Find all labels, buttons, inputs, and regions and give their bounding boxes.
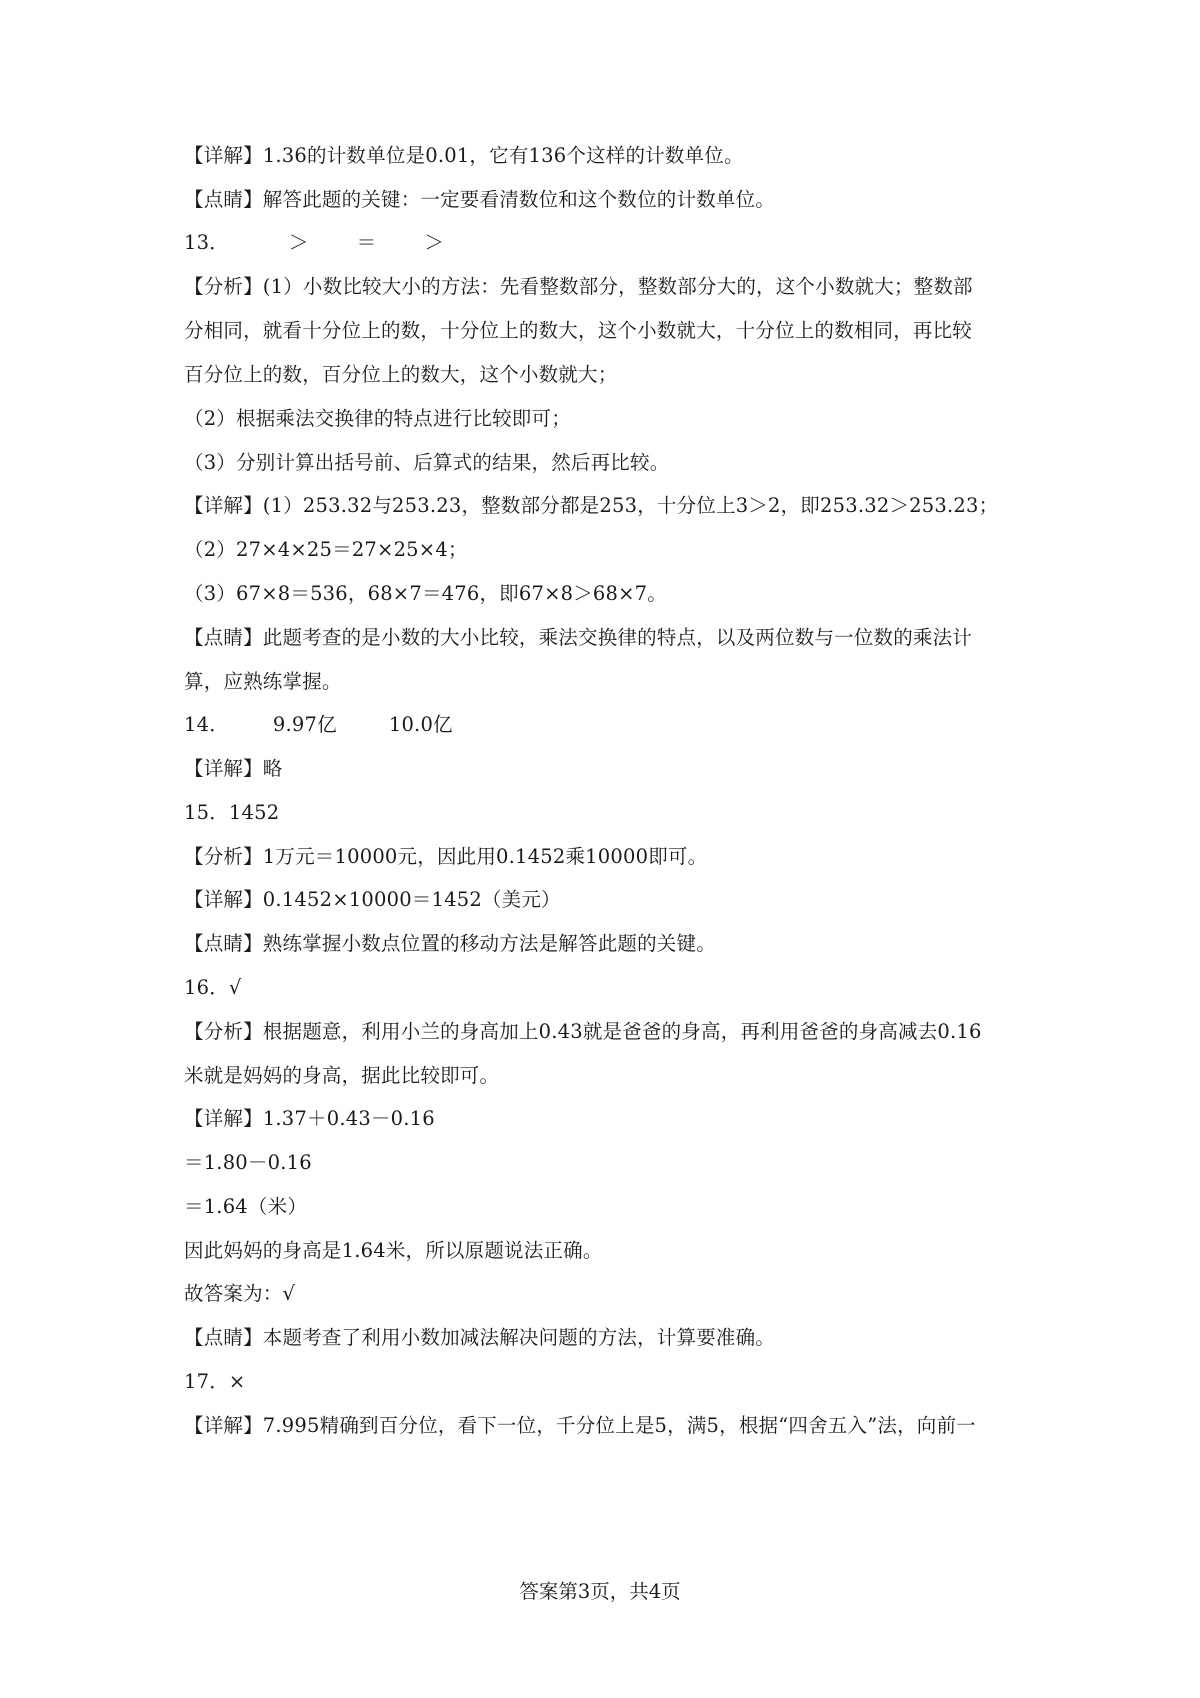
explanation-line: 【详解】(1）253.32与253.23，整数部分都是253，十分位上3＞2，即253.32＞253.23； (184, 494, 999, 517)
explanation-line: （2）27×4×25＝27×25×4； (184, 538, 468, 561)
question-number: 14． (184, 713, 229, 736)
analysis-line: 百分位上的数，百分位上的数大，这个小数就大； (184, 363, 618, 386)
analysis-line: 米就是妈妈的身高，据此比较即可。 (184, 1064, 500, 1087)
explanation-line: （3）67×8＝536，68×7＝476，即67×8＞68×7。 (184, 582, 667, 605)
analysis-line: （3）分别计算出括号前、后算式的结果，然后再比较。 (184, 451, 670, 474)
key-point-line: 【点睛】本题考查了利用小数加减法解决问题的方法，计算要准确。 (184, 1326, 776, 1349)
answer-blank-3: ＞ (424, 231, 445, 254)
key-point-line: 算，应熟练掌握。 (184, 670, 342, 693)
calculation-line: ＝1.80－0.16 (184, 1151, 312, 1174)
explanation-line: 【详解】1.37＋0.43－0.16 (184, 1107, 435, 1130)
question-14-answer (184, 711, 1034, 739)
question-16-answer: 16．√ (184, 976, 242, 999)
calculation-line: ＝1.64（米） (184, 1195, 308, 1218)
answer-blank-1: 9.97亿 (272, 713, 337, 736)
answer-line: 故答案为：√ (184, 1282, 296, 1305)
conclusion-line: 因此妈妈的身高是1.64米，所以原题说法正确。 (184, 1239, 603, 1262)
explanation-line: 【详解】略 (184, 757, 283, 780)
question-number: 13． (184, 231, 229, 254)
question-15-answer: 15．1452 (184, 801, 280, 824)
page-footer: 答案第3页，共4页 (519, 1580, 681, 1603)
question-17-answer: 17．× (184, 1370, 246, 1393)
key-point-line: 【点睛】熟练掌握小数点位置的移动方法是解答此题的关键。 (184, 932, 716, 955)
analysis-line: 分相同，就看十分位上的数，十分位上的数大，这个小数就大，十分位上的数相同，再比较 (184, 319, 973, 342)
key-point-line: 【点睛】此题考查的是小数的大小比较，乘法交换律的特点，以及两位数与一位数的乘法计 (184, 626, 973, 649)
explanation-line: 【详解】1.36的计数单位是0.01，它有136个这样的计数单位。 (184, 144, 744, 167)
question-13-answer (184, 229, 1034, 257)
analysis-line: （2）根据乘法交换律的特点进行比较即可； (184, 407, 571, 430)
answer-blank-2: 10.0亿 (388, 713, 453, 736)
answer-blank-1: ＞ (288, 231, 309, 254)
explanation-line: 【详解】7.995精确到百分位，看下一位，千分位上是5，满5，根据“四舍五入”法，向前一 (184, 1414, 976, 1437)
analysis-line: 【分析】(1）小数比较大小的方法：先看整数部分，整数部分大的，这个小数就大；整数部 (184, 275, 973, 298)
key-point-line: 【点睛】解答此题的关键：一定要看清数位和这个数位的计数单位。 (184, 188, 776, 211)
analysis-line: 【分析】根据题意，利用小兰的身高加上0.43就是爸爸的身高，再利用爸爸的身高减去0.16 (184, 1020, 982, 1043)
answer-blank-2: ＝ (356, 231, 377, 254)
analysis-line: 【分析】1万元＝10000元，因此用0.1452乘10000即可。 (184, 845, 708, 868)
explanation-line: 【详解】0.1452×10000＝1452（美元） (184, 888, 561, 911)
